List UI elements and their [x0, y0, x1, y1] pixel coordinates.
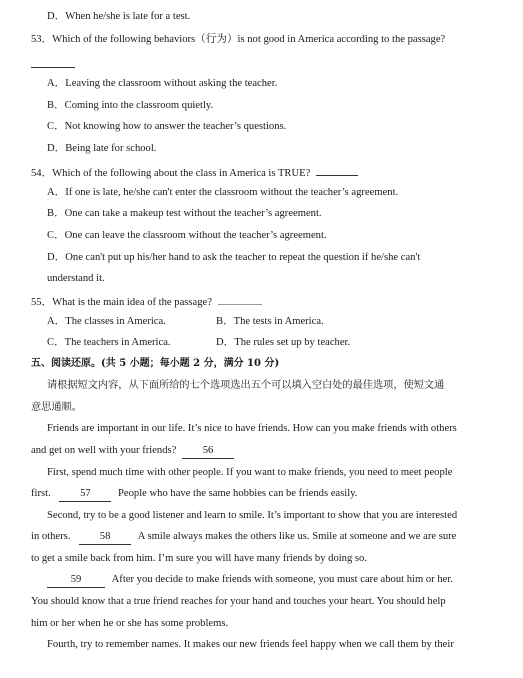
- section-heading: 五、阅读还原。(共 5 小题；每小题 2 分，满分 10 分): [31, 358, 280, 369]
- passage-p5-line1: Fourth, try to remember names. It makes our new friends feel happy when we call them by their: [47, 639, 454, 650]
- q55-stem-line: [31, 293, 262, 310]
- q55-option-c: C．The teachers in America.: [47, 337, 171, 348]
- q53-option-c: C．Not knowing how to answer the teacher’s questions.: [47, 121, 287, 132]
- passage-text: A smile always makes the others like us. Smile at someone and we are sure: [137, 531, 457, 542]
- section-instruction-line1: 请根据短文内容，从下面所给的七个选项选出五个可以填入空白处的最佳选项，使短文通: [47, 380, 445, 391]
- q55-option-a: A．The classes in America.: [47, 316, 166, 327]
- passage-text: in others.: [31, 531, 71, 542]
- q54-option-b: B．One can take a makeup test without the teacher’s agreement.: [47, 208, 322, 219]
- blank-59[interactable]: 59: [47, 573, 105, 588]
- passage-text: and get on well with your friends?: [31, 445, 177, 456]
- q55-option-d: D．The rules set up by teacher.: [216, 337, 351, 348]
- passage-p3-line1: Second, try to be a good listener and learn to smile. It’s important to show that you are interested: [47, 510, 458, 521]
- q53-option-d: D．Being late for school.: [47, 143, 157, 154]
- passage-p1-line1: Friends are important in our life. It’s nice to have friends. How can you make friends with others: [47, 423, 457, 434]
- q54-option-c: C．One can leave the classroom without the teacher’s agreement.: [47, 230, 327, 241]
- q54-answer-blank[interactable]: [316, 164, 358, 176]
- passage-p3-line2: [31, 530, 456, 545]
- passage-p4-line2: You should know that a true friend reaches for your hand and touches your heart. You should help: [31, 596, 446, 607]
- passage-p4-line3: him or her when he or she has some problems.: [31, 618, 229, 629]
- blank-58[interactable]: 58: [79, 530, 131, 545]
- q55-stem: 55．What is the main idea of the passage?: [31, 297, 212, 308]
- passage-text: People who have the same hobbies can be friends easily.: [118, 488, 358, 499]
- q54-stem: 54．Which of the following about the class in America is TRUE?: [31, 168, 311, 179]
- section-instruction-line2: 意思通顺。: [31, 402, 82, 413]
- blank-57[interactable]: 57: [59, 487, 111, 502]
- passage-text: After you decide to make friends with someone, you must care about him or her.: [111, 574, 453, 585]
- q54-option-d: D．One can't put up his/her hand to ask the teacher to repeat the question if he/she can't: [47, 252, 421, 263]
- q55-option-b: B．The tests in America.: [216, 316, 324, 327]
- q53-answer-blank[interactable]: [31, 56, 75, 68]
- q53-option-a: A．Leaving the classroom without asking the teacher.: [47, 78, 278, 89]
- q54-option-a: A．If one is late, he/she can't enter the classroom without the teacher’s agreement.: [47, 187, 399, 198]
- passage-p2-line2: [31, 487, 357, 502]
- q53-stem: 53．Which of the following behaviors（行为）is not good in America according to the passage?: [31, 34, 446, 45]
- passage-text: first.: [31, 488, 51, 499]
- passage-p1-line2: [31, 444, 234, 459]
- q53-option-b: B．Coming into the classroom quietly.: [47, 100, 214, 111]
- blank-56[interactable]: 56: [182, 444, 234, 459]
- q54-option-d-cont: understand it.: [47, 273, 105, 284]
- q52-option-d: D．When he/she is late for a test.: [47, 11, 191, 22]
- passage-p4-line1: [31, 573, 453, 588]
- passage-p2-line1: First, spend much time with other people. If you want to make friends, you need to meet people: [47, 467, 453, 478]
- q54-stem-line: [31, 164, 358, 181]
- passage-p3-line3: to get a smile back from him. I’m sure you will have many friends by doing so.: [31, 553, 367, 564]
- q55-answer-blank[interactable]: [218, 293, 262, 305]
